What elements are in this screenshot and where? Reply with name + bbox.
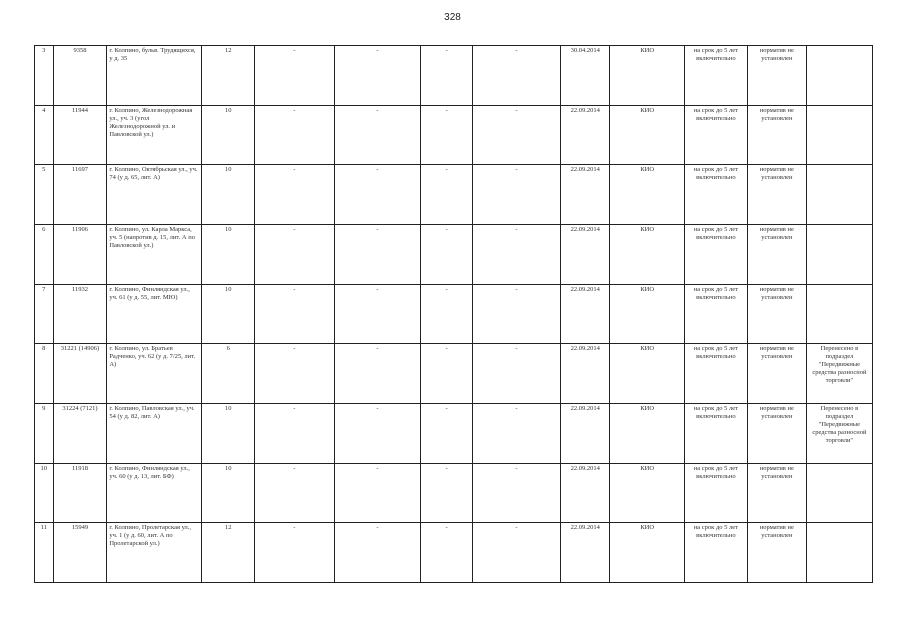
norm-cell: норматив не установлен <box>747 463 806 523</box>
note-cell <box>806 523 872 583</box>
empty-cell: - <box>334 523 421 583</box>
date-cell: 22.09.2014 <box>560 224 610 284</box>
norm-cell: норматив не установлен <box>747 523 806 583</box>
empty-cell: - <box>421 165 473 225</box>
empty-cell: - <box>255 344 335 404</box>
empty-cell: - <box>255 463 335 523</box>
term-cell: на срок до 5 лет включительно <box>684 284 747 344</box>
empty-cell: - <box>334 403 421 463</box>
norm-cell: норматив не установлен <box>747 344 806 404</box>
empty-cell: - <box>473 523 561 583</box>
note-cell: Перенесено в подраздел "Передвижные средства разносной торговли" <box>806 403 872 463</box>
empty-cell: - <box>473 284 561 344</box>
area-cell: 10 <box>202 105 255 165</box>
term-cell: на срок до 5 лет включительно <box>684 46 747 106</box>
address-cell: г. Колпино, ул. Карла Маркса, уч. 5 (напротив д. 15, лит. А по Павловской ул.) <box>107 224 202 284</box>
term-cell: на срок до 5 лет включительно <box>684 344 747 404</box>
address-cell: г. Колпино, Финляндская ул., уч. 61 (у д. 55, лит. МЮ) <box>107 284 202 344</box>
empty-cell: - <box>473 46 561 106</box>
date-cell: 22.09.2014 <box>560 165 610 225</box>
address-cell: г. Колпино, Железнодорожная ул., уч. 3 (угол Железнодорожной ул. и Павловской ул.) <box>107 105 202 165</box>
organization-cell: КИО <box>610 403 684 463</box>
empty-cell: - <box>473 105 561 165</box>
object-code: 31224 (7121) <box>53 403 107 463</box>
address-cell: г. Колпино, Павловская ул., уч. 54 (у д. 82, лит. А) <box>107 403 202 463</box>
term-cell: на срок до 5 лет включительно <box>684 403 747 463</box>
date-cell: 22.09.2014 <box>560 463 610 523</box>
date-cell: 22.09.2014 <box>560 403 610 463</box>
norm-cell: норматив не установлен <box>747 105 806 165</box>
address-cell: г. Колпино, бульв. Трудящихся, у д. 35 <box>107 46 202 106</box>
note-cell <box>806 165 872 225</box>
row-number: 8 <box>35 344 54 404</box>
organization-cell: КИО <box>610 284 684 344</box>
area-cell: 10 <box>202 165 255 225</box>
date-cell: 22.09.2014 <box>560 284 610 344</box>
object-code: 11944 <box>53 105 107 165</box>
empty-cell: - <box>334 165 421 225</box>
note-cell <box>806 46 872 106</box>
empty-cell: - <box>421 523 473 583</box>
area-cell: 12 <box>202 46 255 106</box>
table-row <box>35 463 873 523</box>
object-code: 11906 <box>53 224 107 284</box>
empty-cell: - <box>473 463 561 523</box>
table-row <box>35 105 873 165</box>
object-code: 9358 <box>53 46 107 106</box>
empty-cell: - <box>421 463 473 523</box>
empty-cell: - <box>334 46 421 106</box>
organization-cell: КИО <box>610 46 684 106</box>
note-cell <box>806 105 872 165</box>
term-cell: на срок до 5 лет включительно <box>684 165 747 225</box>
note-cell: Перенесено в подраздел "Передвижные средства разносной торговли" <box>806 344 872 404</box>
empty-cell: - <box>334 463 421 523</box>
norm-cell: норматив не установлен <box>747 403 806 463</box>
date-cell: 30.04.2014 <box>560 46 610 106</box>
empty-cell: - <box>334 105 421 165</box>
table-row <box>35 224 873 284</box>
organization-cell: КИО <box>610 463 684 523</box>
empty-cell: - <box>473 165 561 225</box>
row-number: 5 <box>35 165 54 225</box>
address-cell: г. Колпино, ул. Братьев Радченко, уч. 62 (у д. 7/25, лит. А) <box>107 344 202 404</box>
organization-cell: КИО <box>610 105 684 165</box>
empty-cell: - <box>473 224 561 284</box>
object-code: 31221 (14906) <box>53 344 107 404</box>
note-cell <box>806 463 872 523</box>
table-row <box>35 403 873 463</box>
address-cell: г. Колпино, Октябрьская ул., уч. 74 (у д. 65, лит. А) <box>107 165 202 225</box>
object-code: 11697 <box>53 165 107 225</box>
row-number: 11 <box>35 523 54 583</box>
term-cell: на срок до 5 лет включительно <box>684 105 747 165</box>
empty-cell: - <box>421 46 473 106</box>
empty-cell: - <box>473 344 561 404</box>
date-cell: 22.09.2014 <box>560 105 610 165</box>
object-code: 15949 <box>53 523 107 583</box>
empty-cell: - <box>255 403 335 463</box>
norm-cell: норматив не установлен <box>747 284 806 344</box>
norm-cell: норматив не установлен <box>747 224 806 284</box>
table-row <box>35 284 873 344</box>
row-number: 7 <box>35 284 54 344</box>
empty-cell: - <box>255 523 335 583</box>
date-cell: 22.09.2014 <box>560 344 610 404</box>
organization-cell: КИО <box>610 165 684 225</box>
table-row <box>35 344 873 404</box>
empty-cell: - <box>421 344 473 404</box>
empty-cell: - <box>334 224 421 284</box>
empty-cell: - <box>255 224 335 284</box>
organization-cell: КИО <box>610 224 684 284</box>
row-number: 3 <box>35 46 54 106</box>
area-cell: 6 <box>202 344 255 404</box>
empty-cell: - <box>421 105 473 165</box>
table-row <box>35 46 873 106</box>
term-cell: на срок до 5 лет включительно <box>684 224 747 284</box>
registry-table <box>34 45 873 583</box>
address-cell: г. Колпино, Финляндская ул., уч. 60 (у д. 13, лит. БФ) <box>107 463 202 523</box>
organization-cell: КИО <box>610 523 684 583</box>
norm-cell: норматив не установлен <box>747 46 806 106</box>
row-number: 6 <box>35 224 54 284</box>
empty-cell: - <box>255 105 335 165</box>
area-cell: 10 <box>202 463 255 523</box>
empty-cell: - <box>255 284 335 344</box>
empty-cell: - <box>473 403 561 463</box>
empty-cell: - <box>334 284 421 344</box>
area-cell: 12 <box>202 523 255 583</box>
object-code: 11918 <box>53 463 107 523</box>
term-cell: на срок до 5 лет включительно <box>684 523 747 583</box>
area-cell: 10 <box>202 284 255 344</box>
address-cell: г. Колпино, Пролетарская ул., уч. 1 (у д. 60, лит. А по Пролетарской ул.) <box>107 523 202 583</box>
date-cell: 22.09.2014 <box>560 523 610 583</box>
area-cell: 10 <box>202 224 255 284</box>
organization-cell: КИО <box>610 344 684 404</box>
empty-cell: - <box>421 224 473 284</box>
empty-cell: - <box>255 46 335 106</box>
table-row <box>35 165 873 225</box>
note-cell <box>806 224 872 284</box>
object-code: 11932 <box>53 284 107 344</box>
term-cell: на срок до 5 лет включительно <box>684 463 747 523</box>
row-number: 4 <box>35 105 54 165</box>
empty-cell: - <box>255 165 335 225</box>
empty-cell: - <box>421 284 473 344</box>
table-row <box>35 523 873 583</box>
area-cell: 10 <box>202 403 255 463</box>
note-cell <box>806 284 872 344</box>
row-number: 9 <box>35 403 54 463</box>
empty-cell: - <box>421 403 473 463</box>
row-number: 10 <box>35 463 54 523</box>
empty-cell: - <box>334 344 421 404</box>
norm-cell: норматив не установлен <box>747 165 806 225</box>
page-number: 328 <box>444 12 461 23</box>
